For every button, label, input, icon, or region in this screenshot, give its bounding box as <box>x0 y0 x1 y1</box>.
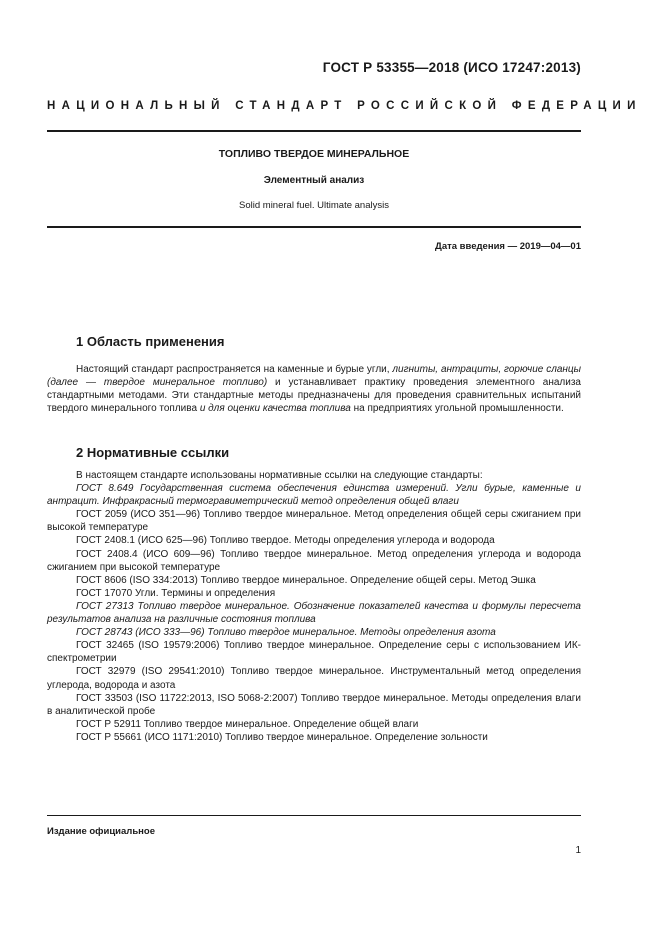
document-subtitle: Элементный анализ <box>263 175 365 186</box>
official-edition-label: Издание официальное <box>47 826 155 837</box>
footer-divider <box>47 815 581 816</box>
page-number: 1 <box>575 845 581 856</box>
references-list <box>47 469 581 744</box>
reference-item <box>47 626 581 639</box>
header-divider <box>47 130 581 132</box>
reference-text: ГОСТ 33503 (ISO 11722:2013, ISO 5068-2:2007) Топливо твердое минеральное. Методы определения влаги в аналитической пробе <box>47 692 581 717</box>
reference-item <box>47 692 581 718</box>
scope-text-italic-2: и для оценки качества топлива <box>199 403 351 415</box>
reference-text: ГОСТ 2408.4 (ИСО 609—96) Топливо твердое минеральное. Метод определения углерода и водорода сжиганием при высокой температуре <box>47 548 581 573</box>
scope-text-3: на предприятиях угольной промышленности. <box>350 403 564 415</box>
reference-item <box>47 665 581 691</box>
section-heading-references: 2 Нормативные ссылки <box>76 445 230 460</box>
section-heading-scope: 1 Область применения <box>76 334 225 349</box>
scope-paragraph <box>47 363 581 415</box>
reference-text: ГОСТ 17070 Угли. Термины и определения <box>76 587 276 599</box>
reference-text: ГОСТ 28743 (ИСО 333—96) Топливо твердое минеральное. Методы определения азота <box>76 627 496 639</box>
english-title: Solid mineral fuel. Ultimate analysis <box>239 200 389 211</box>
title-divider <box>47 226 581 228</box>
reference-item <box>47 718 581 731</box>
introduction-date: Дата введения — 2019—04—01 <box>435 241 581 252</box>
reference-item <box>47 508 581 534</box>
reference-text: ГОСТ 27313 Топливо твердое минеральное. Обозначение показателей качества и формулы пересчета результатов анализа на различные состояния топлива <box>47 600 581 626</box>
reference-text: ГОСТ 8.649 Государственная система обеспечения единства измерений. Угли бурые, каменные и антрацит. Инфракрасный термогравиметрический метод определения общей влаги <box>47 483 581 508</box>
reference-text: ГОСТ 8606 (ISO 334:2013) Топливо твердое минеральное. Определение общей серы. Метод Эшка <box>76 574 536 586</box>
reference-item <box>47 482 581 508</box>
reference-item <box>47 574 581 587</box>
references-intro-text: В настоящем стандарте использованы нормативные ссылки на следующие стандарты: <box>76 470 483 481</box>
reference-text: ГОСТ 32979 (ISO 29541:2010) Топливо твердое минеральное. Инструментальный метод определения углерода, водорода и азота <box>47 666 581 691</box>
reference-text: ГОСТ Р 52911 Топливо твердое минеральное. Определение общей влаги <box>76 718 419 730</box>
scope-text-italic-1: лигниты, антрациты, горючие сланцы (далее — твердое минеральное топливо) <box>47 364 581 389</box>
reference-item <box>47 548 581 574</box>
reference-item <box>47 600 581 626</box>
reference-item <box>47 639 581 665</box>
reference-item <box>47 587 581 600</box>
standard-code: ГОСТ Р 53355—2018 (ИСО 17247:2013) <box>322 60 581 75</box>
reference-text: ГОСТ 32465 (ISO 19579:2006) Топливо твердое минеральное. Определение серы с использованием ИК-спектрометрии <box>47 640 581 665</box>
document-title: ТОПЛИВО ТВЕРДОЕ МИНЕРАЛЬНОЕ <box>218 148 410 160</box>
reference-text: ГОСТ 2059 (ИСО 351—96) Топливо твердое минеральное. Метод определения общей серы сжиганием при высокой температуре <box>47 509 581 534</box>
scope-text-1: Настоящий стандарт распространяется на каменные и бурые угли, <box>76 364 393 375</box>
reference-text: ГОСТ 2408.1 (ИСО 625—96) Топливо твердое. Методы определения углерода и водорода <box>76 535 495 547</box>
reference-item <box>47 534 581 547</box>
scope-text-2: и устанавливает практику проведения элементного анализа стандартными методами. Эти стандартные методы предназначены для проведения сравнительных испытаний твердого минерального топлива <box>47 377 581 415</box>
reference-item <box>47 731 581 744</box>
reference-text: ГОСТ Р 55661 (ИСО 1171:2010) Топливо твердое минеральное. Определение зольности <box>76 731 488 743</box>
references-intro <box>47 469 581 482</box>
national-standard-title: НАЦИОНАЛЬНЫЙ СТАНДАРТ РОССИЙСКОЙ ФЕДЕРАЦИИ <box>47 100 642 112</box>
